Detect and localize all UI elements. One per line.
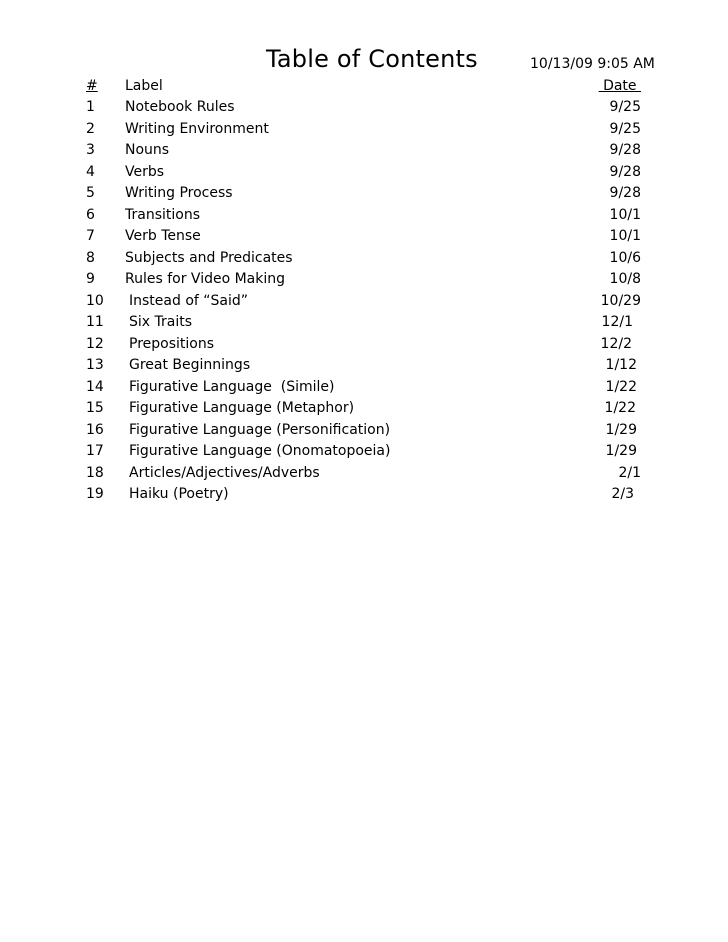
row-date: 9/25 xyxy=(609,99,641,115)
row-number: 19 xyxy=(86,486,104,502)
table-row xyxy=(0,422,728,443)
row-label: Rules for Video Making xyxy=(125,271,286,287)
table-header-row xyxy=(0,78,728,99)
row-label: Figurative Language (Simile) xyxy=(129,378,335,395)
row-date: 12/2 xyxy=(600,335,632,352)
table-row xyxy=(0,228,728,249)
table-row xyxy=(0,121,728,142)
row-number: 10 xyxy=(86,292,104,309)
row-date: 10/1 xyxy=(609,228,641,244)
table-row xyxy=(0,443,728,464)
row-label: Figurative Language (Personification) xyxy=(129,421,391,438)
table-row xyxy=(0,379,728,400)
row-date: 12/1 xyxy=(601,314,633,330)
row-date: 9/28 xyxy=(609,142,641,158)
row-number: 6 xyxy=(86,206,95,223)
table-row xyxy=(0,250,728,271)
row-label: Figurative Language (Onomatopoeia) xyxy=(129,443,391,459)
row-label: Writing Process xyxy=(125,185,233,201)
row-number: 1 xyxy=(86,99,95,115)
table-row xyxy=(0,99,728,120)
row-number: 2 xyxy=(86,120,95,137)
row-date: 1/22 xyxy=(605,378,637,395)
header-number: # xyxy=(86,78,98,94)
table-row xyxy=(0,314,728,335)
table-row xyxy=(0,357,728,378)
row-label: Six Traits xyxy=(129,314,193,330)
row-label: Haiku (Poetry) xyxy=(129,486,229,502)
row-number: 16 xyxy=(86,421,104,438)
row-number: 12 xyxy=(86,335,104,352)
row-number: 17 xyxy=(86,443,104,459)
row-number: 8 xyxy=(86,249,95,266)
row-number: 3 xyxy=(86,142,95,158)
row-number: 13 xyxy=(86,357,104,373)
row-date: 2/1 xyxy=(618,464,641,481)
header-label: Label xyxy=(125,78,163,94)
row-date: 10/6 xyxy=(609,249,641,266)
header-date: Date xyxy=(598,78,641,94)
row-date: 1/29 xyxy=(605,421,637,438)
row-date: 10/29 xyxy=(600,292,641,309)
row-label: Figurative Language (Metaphor) xyxy=(129,400,355,416)
row-date: 9/28 xyxy=(609,163,641,180)
row-number: 4 xyxy=(86,163,95,180)
row-date: 1/22 xyxy=(604,400,636,416)
table-row xyxy=(0,336,728,357)
table-row xyxy=(0,486,728,507)
row-number: 15 xyxy=(86,400,104,416)
table-row xyxy=(0,465,728,486)
table-row xyxy=(0,207,728,228)
row-label: Notebook Rules xyxy=(125,99,235,115)
row-label: Writing Environment xyxy=(125,120,269,137)
row-label: Nouns xyxy=(125,142,170,158)
row-label: Verbs xyxy=(125,163,165,180)
table-row xyxy=(0,293,728,314)
row-date: 1/12 xyxy=(605,357,637,373)
row-label: Great Beginnings xyxy=(129,357,251,373)
row-date: 1/29 xyxy=(605,443,637,459)
document-timestamp: 10/13/09 9:05 AM xyxy=(530,56,655,72)
row-date: 10/1 xyxy=(609,206,641,223)
row-date: 10/8 xyxy=(609,271,641,287)
row-number: 18 xyxy=(86,464,104,481)
row-label: Instead of “Said” xyxy=(129,292,249,309)
row-label: Transitions xyxy=(125,206,200,223)
row-date: 9/25 xyxy=(609,120,641,137)
row-label: Subjects and Predicates xyxy=(125,249,293,266)
document-title: Table of Contents xyxy=(266,45,478,73)
table-row xyxy=(0,185,728,206)
table-row xyxy=(0,271,728,292)
row-date: 9/28 xyxy=(609,185,641,201)
row-date: 2/3 xyxy=(611,486,634,502)
row-number: 9 xyxy=(86,271,95,287)
row-number: 5 xyxy=(86,185,95,201)
row-label: Articles/Adjectives/Adverbs xyxy=(129,464,320,481)
table-row xyxy=(0,164,728,185)
table-row xyxy=(0,400,728,421)
row-label: Verb Tense xyxy=(125,228,201,244)
row-label: Prepositions xyxy=(129,335,215,352)
table-row xyxy=(0,142,728,163)
row-number: 11 xyxy=(86,314,104,330)
row-number: 7 xyxy=(86,228,95,244)
row-number: 14 xyxy=(86,378,104,395)
